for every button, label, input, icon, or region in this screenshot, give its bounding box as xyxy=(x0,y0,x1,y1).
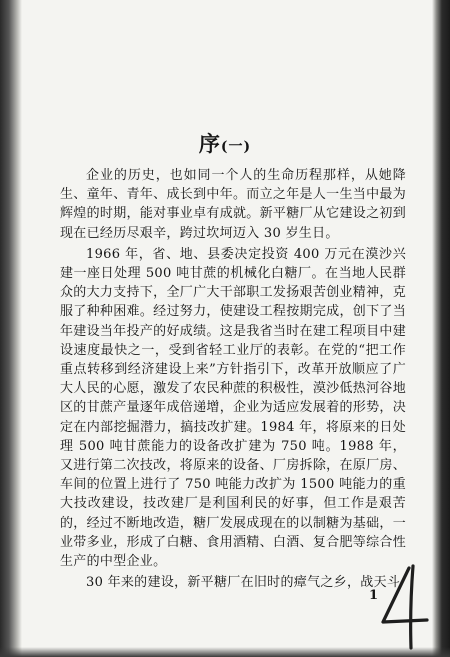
title-sub: (一) xyxy=(220,139,252,155)
paragraph: 1966 年，省、地、县委决定投资 400 万元在漠沙兴建一座日处理 500 吨甘蔗的机械化白糖厂。在当地人民群众的大力支持下，全厂广大干部职工发扬艰苦创业精神，克服了种种困难。经过努力，使建设工程按期完成，创下了当年建设当年投产的好成绩。这是我省当时在建工程项目中建设速度最快之一，受到省轻工业厅的表彰。在党的“把工作重点转移到经济建设上来”方针指引下，改革开放顺应了广大人民的心愿，激发了农民种蔗的积极性，漠沙低热河谷地区的甘蔗产量逐年成倍递增，企业为适应发展着的形势，决定在内部挖掘潜力，搞技改扩建。1984 年，将原来的日处理 500 吨甘蔗能力的设备改扩建为 750 吨。1988 年，又进行第二次技改，将原来的设备、厂房拆除，在原厂房、车间的位置上进行了 750 吨能力改扩为 1500 吨能力的重大技改建设，技改建厂是利国利民的好事，但工作是艰苦的，经过不断地改造，糖厂发展成现在的以制糖为基础，一业带多业，形成了白糖、食用酒精、白酒、复合肥等综合性生产的中型企业。 xyxy=(60,246,406,570)
title-main: 序 xyxy=(198,131,221,156)
paragraph: 企业的历史，也如同一个人的生命历程那样，从她降生、童年、青年、成长到中年。而立之年是人一生当中最为辉煌的时期，能对事业卓有成就。新平糖厂从它建设之初到现在已经历尽艰辛，跨过坎坷迈入 30 岁生日。 xyxy=(60,168,406,241)
paragraph: 30 年来的建设，新平糖厂在旧时的瘴气之乡，战天斗 xyxy=(86,575,401,591)
page-title xyxy=(0,128,450,158)
handwritten-number-mark xyxy=(375,562,435,652)
scan-shadow-right xyxy=(432,0,450,657)
page-number: 1 xyxy=(369,588,379,603)
body-text xyxy=(60,166,406,594)
scan-shadow-left xyxy=(0,0,22,657)
